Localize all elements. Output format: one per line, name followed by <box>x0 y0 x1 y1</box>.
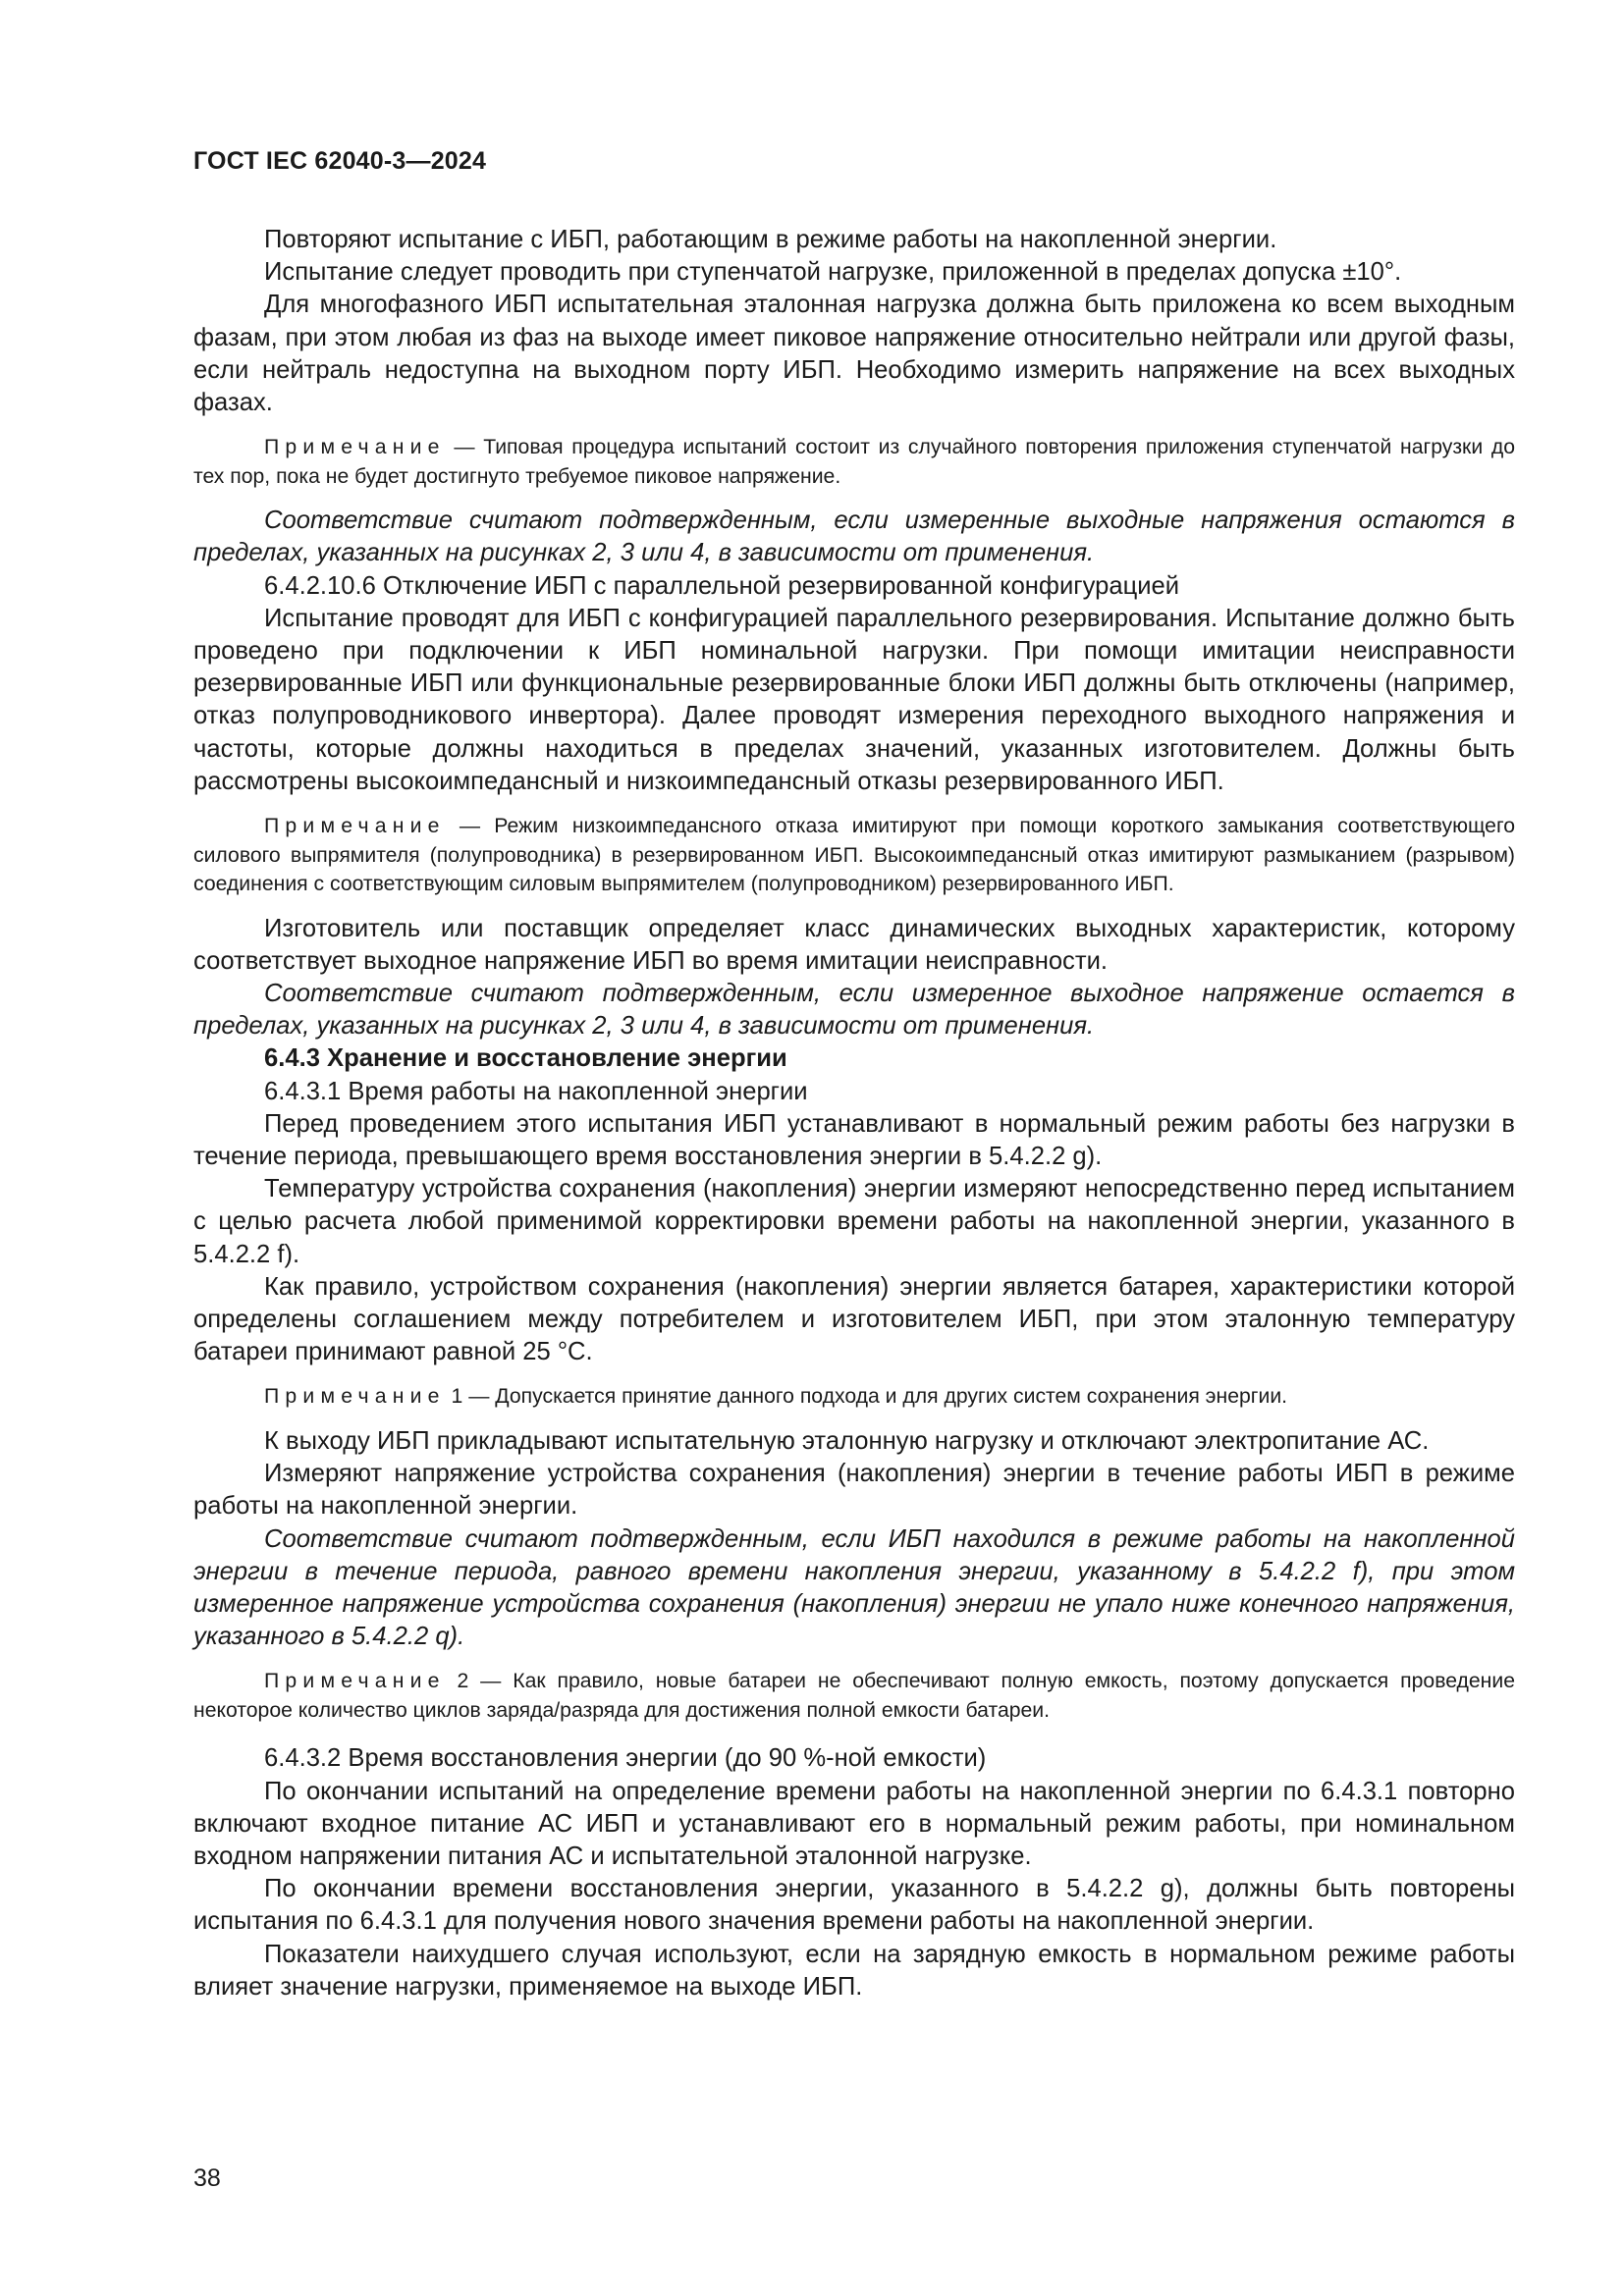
page-number: 38 <box>193 2164 221 2192</box>
paragraph: Повторяют испытание с ИБП, работающим в режиме работы на накопленной энергии. <box>264 226 1277 253</box>
paragraph: Как правило, устройством сохранения (накопления) энергии является батарея, характеристики которой определены соглашением между потребителем и изготовителем ИБП, при этом эталонную температуру батареи принимают равной 25 °С. <box>193 1272 1515 1366</box>
compliance-paragraph: Соответствие считают подтвержденным, если ИБП находился в режиме работы на накопленной энергии в течение периода, равного времени накопления энергии, указанному в 5.4.2.2 f), при этом измеренное напряжение устройства сохранения (накопления) энергии не упало ниже конечного напряжения, указанного в 5.4.2.2 q). <box>193 1524 1515 1651</box>
paragraph: Показатели наихудшего случая используют, если на зарядную емкость в нормальном режиме работы влияет значение нагрузки, применяемое на выходе ИБП. <box>193 1940 1515 2001</box>
note-label: Примечание <box>264 815 446 838</box>
paragraph: Для многофазного ИБП испытательная эталонная нагрузка должна быть приложена ко всем выходным фазам, при этом любая из фаз на выходе имеет пиковое напряжение относительно нейтрали или другой фазы, если нейтраль недоступна на выходном порту ИБП. Необходимо измерить напряжение на всех выходных фазах. <box>193 291 1515 417</box>
paragraph: Измеряют напряжение устройства сохранения (накопления) энергии в течение работы ИБП в режиме работы на накопленной энергии. <box>193 1460 1515 1521</box>
note-text: 2 — Как правило, новые батареи не обеспечивают полную емкость, поэтому допускается проведение некоторое количество циклов заряда/разряда для достижения полной емкости батареи. <box>193 1670 1515 1722</box>
section-heading: 6.4.3.1 Время работы на накопленной энергии <box>264 1077 808 1105</box>
note <box>193 1667 1515 1725</box>
paragraph: Температуру устройства сохранения (накопления) энергии измеряют непосредственно перед испытанием с целью расчета любой применимой корректировки времени работы на накопленной энергии, указанного в 5.4.2.2 f). <box>193 1175 1515 1268</box>
paragraph: По окончании испытаний на определение времени работы на накопленной энергии по 6.4.3.1 повторно включают входное питание АС ИБП и устанавливают его в нормальный режим работы, при номинальном входном напряжении питания АС и испытательной эталонной нагрузке. <box>193 1777 1515 1870</box>
note <box>193 812 1515 899</box>
paragraph: Перед проведением этого испытания ИБП устанавливают в нормальный режим работы без нагрузки в течение периода, превышающего время восстановления энергии в 5.4.2.2 g). <box>193 1109 1515 1170</box>
note <box>193 433 1515 491</box>
document-body <box>193 224 1515 2003</box>
compliance-paragraph: Соответствие считают подтвержденным, если измеренные выходные напряжения остаются в пределах, указанных на рисунках 2, 3 или 4, в зависимости от применения. <box>193 507 1515 567</box>
paragraph: Изготовитель или поставщик определяет класс динамических выходных характеристик, которому соответствует выходное напряжение ИБП во время имитации неисправности. <box>193 914 1515 975</box>
paragraph: Испытание проводят для ИБП с конфигурацией параллельного резервирования. Испытание должно быть проведено при подключении к ИБП номинальной нагрузки. При помощи имитации неисправности резервированные ИБП или функциональные резервированные блоки ИБП должны быть отключены (например, отказ полупроводникового инвертора). Далее проводят измерения переходного выходного напряжения и частоты, которые должны находиться в пределах значений, указанных изготовителем. Должны быть рассмотрены высокоимпедансный и низкоимпедансный отказы резервированного ИБП. <box>193 604 1515 795</box>
note-label: Примечание <box>264 1385 446 1409</box>
section-heading: 6.4.3 Хранение и восстановление энергии <box>264 1044 787 1073</box>
paragraph: К выходу ИБП прикладывают испытательную эталонную нагрузку и отключают электропитание АС. <box>264 1426 1430 1455</box>
document-header: ГОСТ IEC 62040-3—2024 <box>193 147 487 175</box>
section-heading: 6.4.3.2 Время восстановления энергии (до 90 %-ной емкости) <box>264 1744 987 1773</box>
note <box>193 1382 1515 1412</box>
section-heading: 6.4.2.10.6 Отключение ИБП с параллельной резервированной конфигурацией <box>264 571 1180 600</box>
paragraph: По окончании времени восстановления энергии, указанного в 5.4.2.2 g), должны быть повторены испытания по 6.4.3.1 для получения нового значения времени работы на накопленной энергии. <box>193 1875 1515 1936</box>
compliance-paragraph: Соответствие считают подтвержденным, если измеренное выходное напряжение остается в пределах, указанных на рисунках 2, 3 или 4, в зависимости от применения. <box>193 979 1515 1041</box>
note-text: — Типовая процедура испытаний состоит из случайного повторения приложения ступенчатой нагрузки до тех пор, пока не будет достигнуто требуемое пиковое напряжение. <box>193 436 1515 488</box>
note-text: — Режим низкоимпедансного отказа имитируют при помощи короткого замыкания соответствующего силового выпрямителя (полупроводника) в резервированном ИБП. Высокоимпедансный отказ имитируют размыканием (разрывом) соединения с соответствующим силовым выпрямителем (полупроводником) резервированного ИБП. <box>193 815 1515 896</box>
note-label: Примечание <box>264 436 446 459</box>
paragraph: Испытание следует проводить при ступенчатой нагрузке, приложенной в пределах допуска ±10°. <box>264 258 1402 287</box>
note-label: Примечание <box>264 1670 446 1693</box>
note-text: 1 — Допускается принятие данного подхода и для других систем сохранения энергии. <box>445 1385 1288 1409</box>
